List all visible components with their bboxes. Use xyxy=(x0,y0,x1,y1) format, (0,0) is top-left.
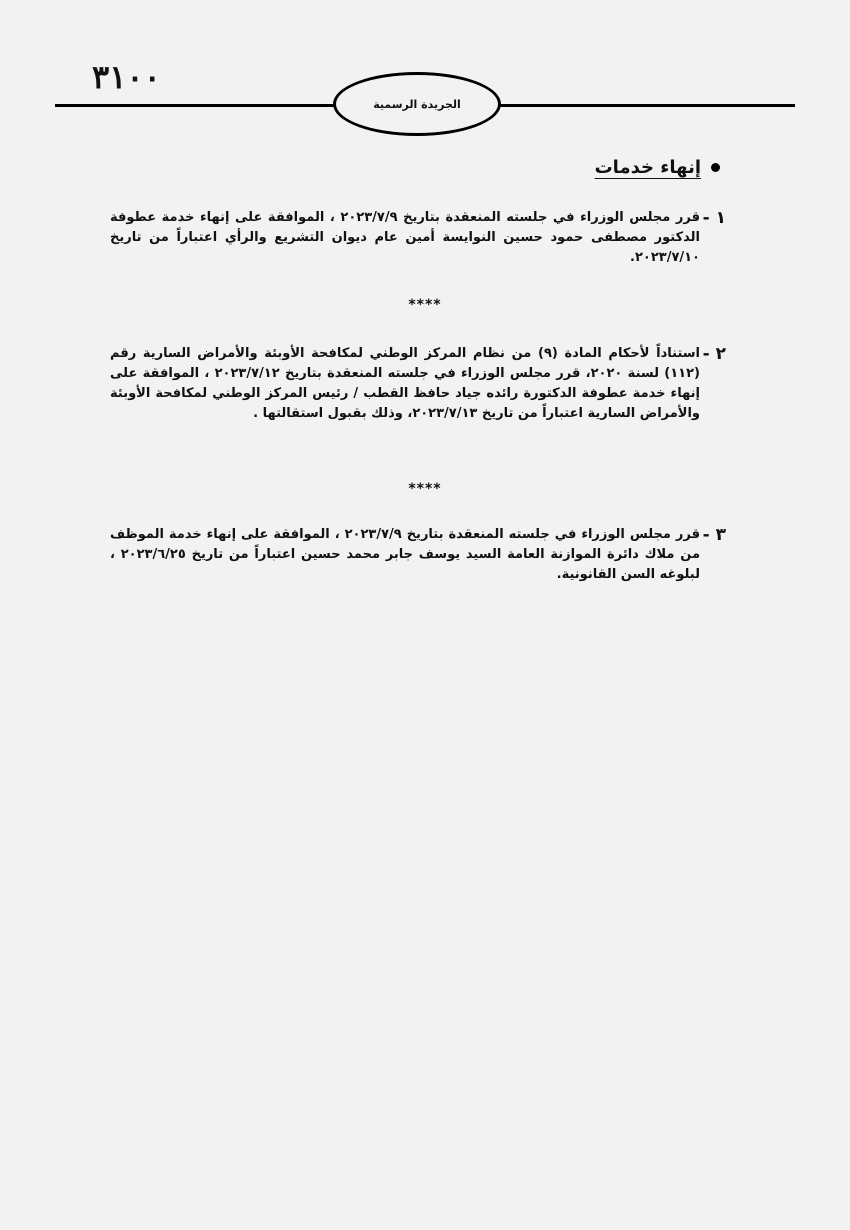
item-text: قرر مجلس الوزراء في جلسته المنعقدة بتاريخ ٢٠٢٣/٧/٩ ، الموافقة على إنهاء خدمة عطوفة الدكتور مصطفى حمود حسين النوايسة أمين عام ديوان التشريع والرأي اعتباراً من تاريخ ٢٠٢٣/٧/١٠. xyxy=(110,210,700,265)
decision-item-2 xyxy=(110,344,726,424)
section-title: إنهاء خدمات xyxy=(594,157,701,178)
masthead-title: الجريدة الرسمية xyxy=(373,97,461,111)
item-number: ٣ - xyxy=(702,525,726,545)
item-number: ٢ - xyxy=(702,344,726,364)
bullet-icon xyxy=(711,163,720,172)
section-heading xyxy=(595,157,720,178)
masthead-oval xyxy=(333,72,501,136)
decision-item-3 xyxy=(110,525,726,585)
separator-stars: **** xyxy=(408,481,442,497)
item-text: استناداً لأحكام المادة (٩) من نظام المركز الوطني لمكافحة الأوبئة والأمراض السارية رقم (١١٢) لسنة ٢٠٢٠، قرر مجلس الوزراء في جلسته المنعقدة بتاريخ ٢٠٢٣/٧/١٢ ، الموافقة على إنهاء خدمة عطوفة الدكتورة رائده جياد حافظ القطب / رئيس المركز الوطني لمكافحة الأوبئة والأمراض السارية اعتباراً من تاريخ ٢٠٢٣/٧/١٣، وذلك بقبول استقالتها . xyxy=(110,346,700,421)
item-number: ١ - xyxy=(702,208,726,228)
item-text: قرر مجلس الوزراء في جلسته المنعقدة بتاريخ ٢٠٢٣/٧/٩ ، الموافقة على إنهاء خدمة الموظف من ملاك دائرة الموازنة العامة السيد يوسف جابر محمد حسين اعتباراً من تاريخ ٢٠٢٣/٦/٢٥ ، لبلوغه السن القانونية. xyxy=(110,527,700,582)
decision-item-1 xyxy=(110,208,726,268)
separator-stars: **** xyxy=(408,297,442,313)
page-number: ٣١٠٠ xyxy=(92,58,161,96)
